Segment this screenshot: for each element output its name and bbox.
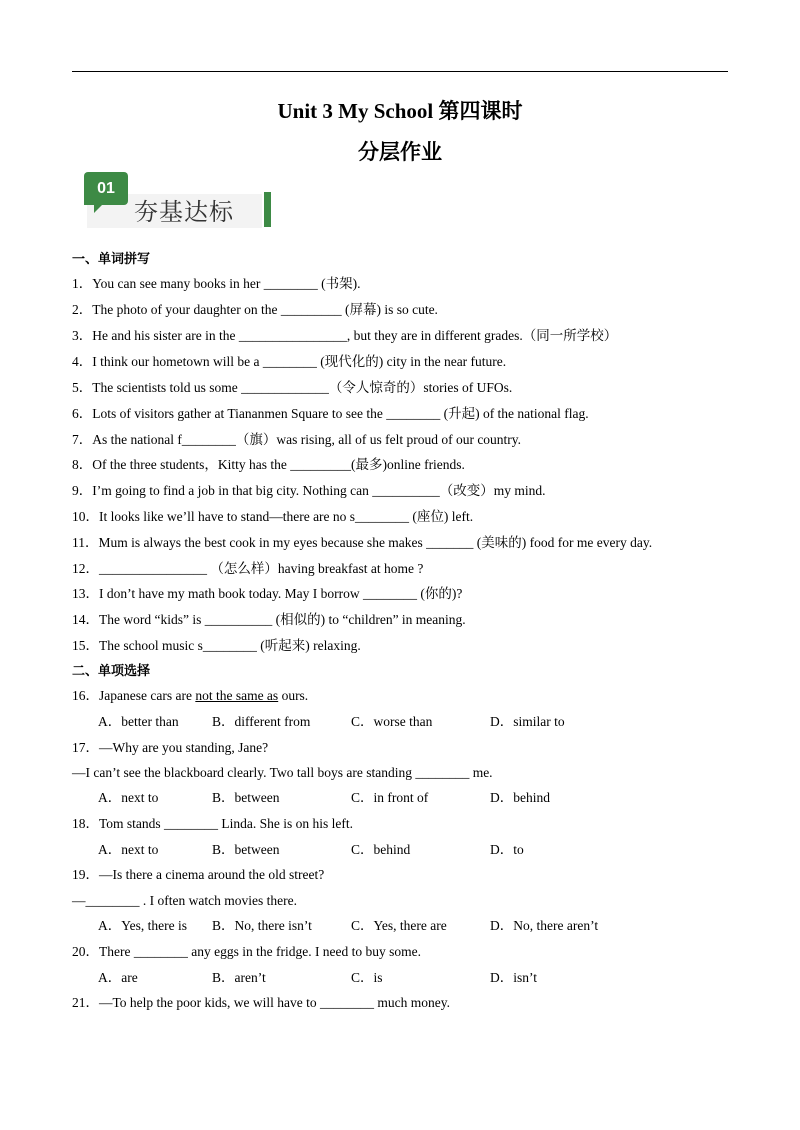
question-21: 21．—To help the poor kids, we will have to ________ much money.	[72, 995, 450, 1010]
spelling-item: 12．________________ （怎么样）having breakfast at home ?	[72, 561, 424, 576]
spelling-item: 2．The photo of your daughter on the _________ (屏幕) is so cute.	[72, 302, 438, 317]
spelling-item: 13．I don’t have my math book today. May I borrow ________ (你的)?	[72, 586, 463, 601]
question-16-text-end: ours.	[278, 688, 309, 703]
question-17: 17．—Why are you standing, Jane?	[72, 740, 269, 755]
spelling-item: 14．The word “kids” is __________ (相似的) to “children” in meaning.	[72, 612, 466, 627]
q17-option-d: D．behind	[490, 790, 550, 805]
question-20: 20．There ________ any eggs in the fridge. I need to buy some.	[72, 944, 422, 959]
badge-pointer-icon	[94, 203, 104, 213]
question-19: 19．—Is there a cinema around the old street?	[72, 867, 325, 882]
badge-bar	[264, 192, 271, 227]
spelling-item: 10．It looks like we’ll have to stand—there are no s________ (座位) left.	[72, 509, 474, 524]
section-heading-choice: 二、单项选择	[72, 664, 151, 679]
badge-number: 01	[84, 172, 128, 205]
spelling-item: 9．I’m going to find a job in that big city. Nothing can __________（改变）my mind.	[72, 483, 546, 498]
q16-option-a: A．better than	[98, 714, 179, 729]
q19-option-a: A．Yes, there is	[98, 918, 188, 933]
q17-option-c: C．in front of	[351, 790, 429, 805]
section-heading-spelling: 一、单词拼写	[72, 252, 151, 267]
page-subtitle: 分层作业	[358, 140, 442, 164]
spelling-item: 3．He and his sister are in the ________________, but they are in different grades.（同一所学校）	[72, 328, 618, 343]
q18-option-d: D．to	[490, 842, 524, 857]
question-19-reply: —________ . I often watch movies there.	[72, 893, 297, 908]
spelling-item: 8．Of the three students，Kitty has the _________(最多)online friends.	[72, 457, 465, 472]
q17-option-b: B．between	[212, 790, 280, 805]
section-badge	[84, 172, 274, 230]
q20-option-d: D．isn’t	[490, 970, 538, 985]
page-title: Unit 3 My School 第四课时	[277, 99, 523, 123]
question-18: 18．Tom stands ________ Linda. She is on his left.	[72, 816, 354, 831]
q19-option-c: C．Yes, there are	[351, 918, 447, 933]
q20-option-c: C．is	[351, 970, 383, 985]
question-16	[72, 687, 308, 705]
spelling-item: 11．Mum is always the best cook in my eyes because she makes _______ (美味的) food for me every day.	[72, 535, 653, 550]
spelling-item: 5．The scientists told us some _____________（令人惊奇的）stories of UFOs.	[72, 380, 513, 395]
q16-option-b: B．different from	[212, 714, 311, 729]
spelling-item: 6．Lots of visitors gather at Tiananmen Square to see the ________ (升起) of the national flag.	[72, 406, 589, 421]
badge-label: 夯基达标	[134, 198, 234, 226]
spelling-item: 4．I think our hometown will be a ________ (现代化的) city in the near future.	[72, 354, 507, 369]
q18-option-c: C．behind	[351, 842, 411, 857]
q16-option-c: C．worse than	[351, 714, 433, 729]
q19-option-d: D．No, there aren’t	[490, 918, 599, 933]
question-17-reply: —I can’t see the blackboard clearly. Two tall boys are standing ________ me.	[72, 765, 493, 780]
question-16-underlined: not the same as	[195, 688, 279, 703]
q18-option-b: B．between	[212, 842, 280, 857]
q19-option-b: B．No, there isn’t	[212, 918, 312, 933]
spelling-item: 1．You can see many books in her ________ (书架).	[72, 276, 361, 291]
q20-option-a: A．are	[98, 970, 138, 985]
spelling-item: 15．The school music s________ (听起来) relaxing.	[72, 638, 361, 653]
q20-option-b: B．aren’t	[212, 970, 266, 985]
q17-option-a: A．next to	[98, 790, 159, 805]
spelling-item: 7．As the national f________（旗）was rising, all of us felt proud of our country.	[72, 432, 522, 447]
q16-option-d: D．similar to	[490, 714, 565, 729]
question-16-text: 16．Japanese cars are	[72, 688, 196, 703]
q18-option-a: A．next to	[98, 842, 159, 857]
header-rule	[72, 71, 728, 72]
